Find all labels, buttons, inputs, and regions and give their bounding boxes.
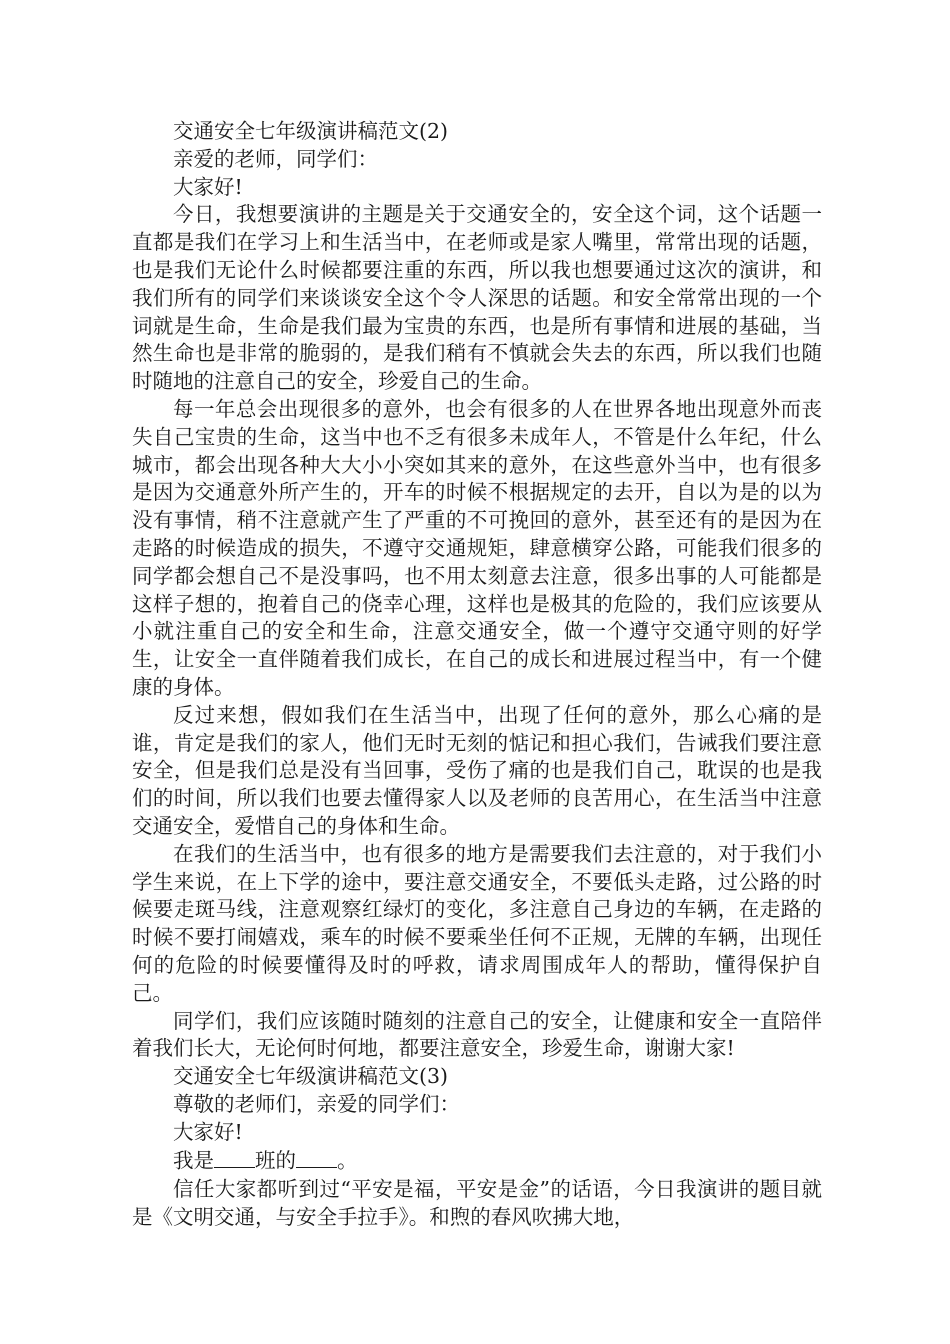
greeting-2: 大家好! [173, 174, 243, 199]
blank-name [296, 1146, 337, 1168]
intro-part-3: 。 [337, 1148, 358, 1173]
document-body [132, 118, 822, 1231]
speech-title-2: 交通安全七年级演讲稿范文(2) [173, 119, 449, 143]
self-intro [132, 1146, 822, 1175]
paragraph-1: 今日，我想要演讲的主题是关于交通安全的，安全这个词，这个话题一直都是我们在学习上和生活当中，在老师或是家人嘴里，常常出现的话题，也是我们无论什么时候都要注重的东西，所以我也想要通过这次的演讲，和我们所有的同学们来谈谈安全这个令人深思的话题。和安全常常出现的一个词就是生命，生命是我们最为宝贵的东西，也是所有事情和进展的基础，当然生命也是非常的脆弱的，是我们稍有不慎就会失去的东西，所以我们也随时随地的注意自己的安全，珍爱自己的生命。 [132, 202, 822, 394]
speech-title-3: 交通安全七年级演讲稿范文(3) [173, 1064, 449, 1089]
paragraph-4: 在我们的生活当中，也有很多的地方是需要我们去注意的，对于我们小学生来说，在上下学的途中，要注意交通安全，不要低头走路，过公路的时候要走斑马线，注意观察红绿灯的变化，多注意自己身边的车辆，在走路的时候不要打闹嬉戏，乘车的时候不要乘坐任何不正规，无牌的车辆，出现任何的危险的时候要懂得及时的呼救，请求周围成年人的帮助，懂得保护自己。 [132, 841, 822, 1005]
paragraph-2: 每一年总会出现很多的意外，也会有很多的人在世界各地出现意外而丧失自己宝贵的生命，这当中也不乏有很多未成年人，不管是什么年纪，什么城市，都会出现各种大大小小突如其来的意外，在这些意外当中，也有很多是因为交通意外所产生的，开车的时候不根据规定的去开，自以为是的以为没有事情，稍不注意就产生了严重的不可挽回的意外，甚至还有的是因为在走路的时候造成的损失，不遵守交通规矩，肆意横穿公路，可能我们很多的同学都会想自己不是没事吗，也不用太刻意去注意，很多出事的人可能都是这样子想的，抱着自己的侥幸心理，这样也是极其的危险的，我们应该要从小就注重自己的安全和生命，注意交通安全，做一个遵守交通守则的好学生，让安全一直伴随着我们成长，在自己的成长和进展过程当中，有一个健康的身体。 [132, 396, 822, 699]
greeting-3: 大家好! [173, 1119, 243, 1144]
salutation-3: 尊敬的老师们，亲爱的同学们： [173, 1091, 460, 1116]
paragraph-3: 反过来想，假如我们在生活当中，出现了任何的意外，那么心痛的是谁，肯定是我们的家人，他们无时无刻的惦记和担心我们，告诫我们要注意安全，但是我们总是没有当回事，受伤了痛的也是我们自己，耽误的也是我们的时间，所以我们也要去懂得家人以及老师的良苦用心，在生活当中注意交通安全，爱惜自己的身体和生命。 [132, 702, 822, 838]
paragraph-5: 同学们，我们应该随时随刻的注意自己的安全，让健康和安全一直陪伴着我们长大，无论何时何地，都要注意安全，珍爱生命，谢谢大家! [132, 1008, 822, 1061]
intro-part-2: 班的 [255, 1148, 296, 1173]
salutation-2: 亲爱的老师，同学们： [173, 146, 378, 171]
blank-class [214, 1146, 255, 1168]
intro-part-1: 我是 [173, 1148, 214, 1173]
paragraph-6: 信任大家都听到过“平安是福，平安是金”的话语，今日我演讲的题目就是《文明交通，与安全手拉手》。和煦的春风吹拂大地， [132, 1176, 822, 1229]
